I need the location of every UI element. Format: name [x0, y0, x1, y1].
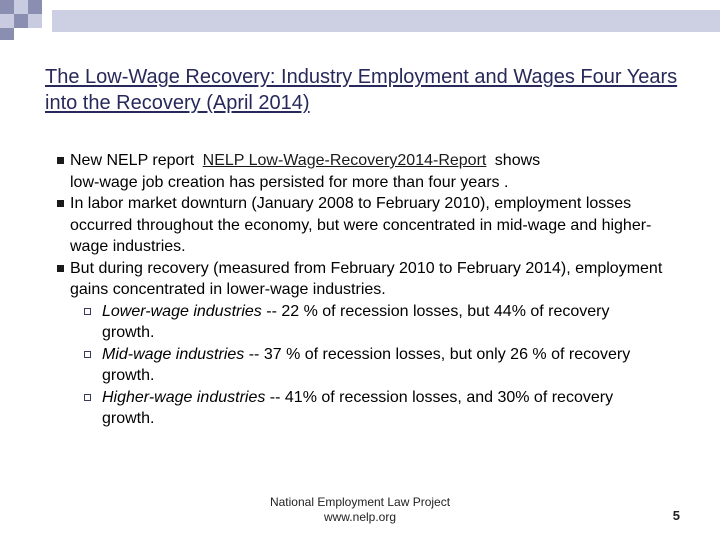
footer-org: National Employment Law Project [269, 495, 451, 509]
bullet-item [45, 150, 665, 193]
bullet-marker-icon [57, 200, 64, 207]
page-number: 5 [672, 508, 680, 523]
sub-bullet-text: -- 37 % of recession losses, but only 26 % of recovery growth. [102, 345, 631, 384]
industry-label: Lower-wage industries [102, 302, 262, 320]
hollow-square-icon [84, 308, 91, 315]
bullet-text: low-wage job creation has persisted for more than four years . [70, 173, 509, 191]
bullet-marker-icon [57, 265, 64, 272]
hollow-square-icon [84, 351, 91, 358]
sub-bullet-item [45, 301, 665, 344]
footer-url: www.nelp.org [323, 510, 397, 524]
report-link[interactable]: NELP Low-Wage-Recovery2014-Report [202, 152, 487, 169]
bullet-text: In labor market downturn (January 2008 to February 2010), employment losses occurred throughout the economy, but were concentrated in mid-wage and higher-wage industries. [70, 195, 652, 255]
decorative-squares [0, 0, 60, 40]
sub-bullet-item [45, 344, 665, 387]
header-bar [52, 10, 720, 32]
industry-label: Higher-wage industries [102, 388, 266, 406]
bullet-item [45, 258, 665, 301]
sub-bullet-text: -- 22 % of recession losses, but 44% of recovery growth. [102, 302, 610, 341]
slide-content [45, 150, 665, 430]
industry-label: Mid-wage industries [102, 345, 245, 363]
bullet-marker-icon [57, 157, 64, 164]
footer [0, 495, 720, 525]
bullet-item [45, 193, 665, 258]
hollow-square-icon [84, 394, 91, 401]
bullet-text: But during recovery (measured from February 2010 to February 2014), employment gains concentrated in lower-wage industries. [70, 259, 663, 298]
sub-bullet-item [45, 387, 665, 430]
bullet-text: New NELP report [70, 152, 199, 169]
sub-bullet-text: -- 41% of recession losses, and 30% of recovery growth. [102, 388, 614, 427]
bullet-text: shows [490, 152, 541, 169]
slide-title: The Low-Wage Recovery: Industry Employment and Wages Four Years into the Recovery (April 2014) [45, 66, 678, 114]
